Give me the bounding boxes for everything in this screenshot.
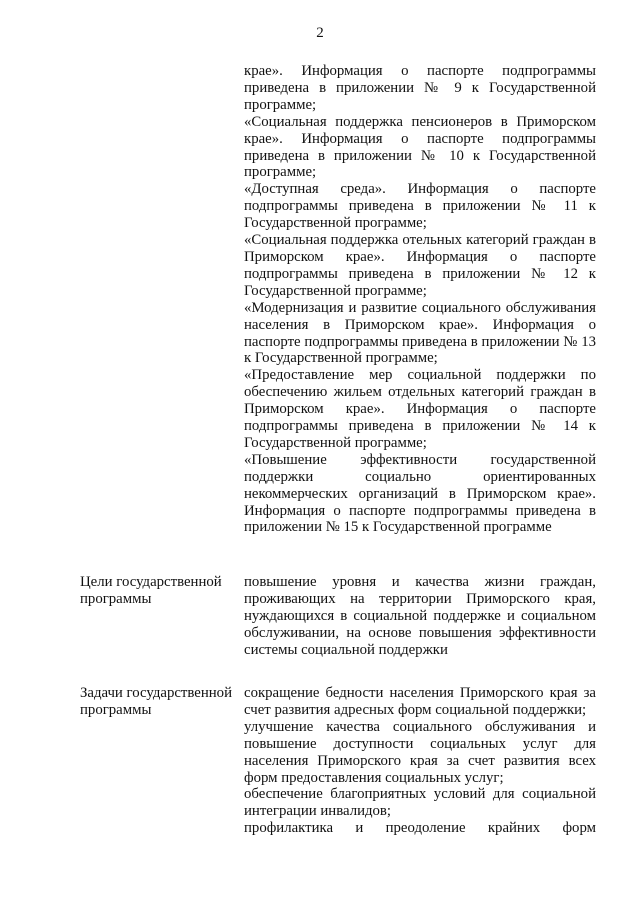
task-paragraph: улучшение качества социального обслуживания и повышение доступности социальных услуг для населения Приморского края за счет развития всех форм предоставления социальных услуг; <box>244 718 596 786</box>
page-number: 2 <box>316 25 324 41</box>
row-label: Цели государственной программы <box>80 574 222 607</box>
goal-paragraph: повышение уровня и качества жизни граждан, проживающих на территории Приморского края, нуждающихся в социальной поддержке и социальном обслуживании, на основе повышения эффективности системы социальной поддержки <box>244 574 596 658</box>
task-paragraph: сокращение бедности населения Приморского края за счет развития адресных форм социальной поддержки; <box>244 685 596 718</box>
subprogram-paragraph: крае». Информация о паспорте подпрограммы приведена в приложении № 9 к Государственной программе; <box>244 63 596 113</box>
row-value <box>244 63 596 536</box>
subprogram-paragraph: «Модернизация и развитие социального обслуживания населения в Приморском крае». Информация о паспорте подпрограммы приведена в приложении № 13 к Государственной программе; <box>244 299 596 367</box>
subprogram-paragraph: «Социальная поддержка отельных категорий граждан в Приморском крае». Информация о паспорте подпрограммы приведена в приложении № 12 к Государственной программе; <box>244 232 596 299</box>
task-paragraph: профилактика и преодоление крайних форм <box>244 820 596 837</box>
subprogram-paragraph: «Предоставление мер социальной поддержки по обеспечению жильем отдельных категорий граждан в Приморском крае». Информация о паспорте подпрограммы приведена в приложении № 14 к Государственной программе; <box>244 367 596 451</box>
row-label: Задачи государственной программы <box>80 685 233 718</box>
subprogram-paragraph: «Доступная среда». Информация о паспорте подпрограммы приведена в приложении № 11 к Государственной программе; <box>244 181 596 232</box>
subprogram-paragraph: «Повышение эффективности государственной поддержки социально ориентированных некоммерческих организаций в Приморском крае». Информация о паспорте подпрограммы приведена в приложении № 15 к Государственной программе <box>244 451 596 536</box>
row-value <box>244 685 596 837</box>
row-value <box>244 574 596 659</box>
task-paragraph: обеспечение благоприятных условий для социальной интеграции инвалидов; <box>244 786 596 820</box>
subprogram-paragraph: «Социальная поддержка пенсионеров в Приморском крае». Информация о паспорте подпрограммы приведена в приложении № 10 к Государственной программе; <box>244 113 596 181</box>
